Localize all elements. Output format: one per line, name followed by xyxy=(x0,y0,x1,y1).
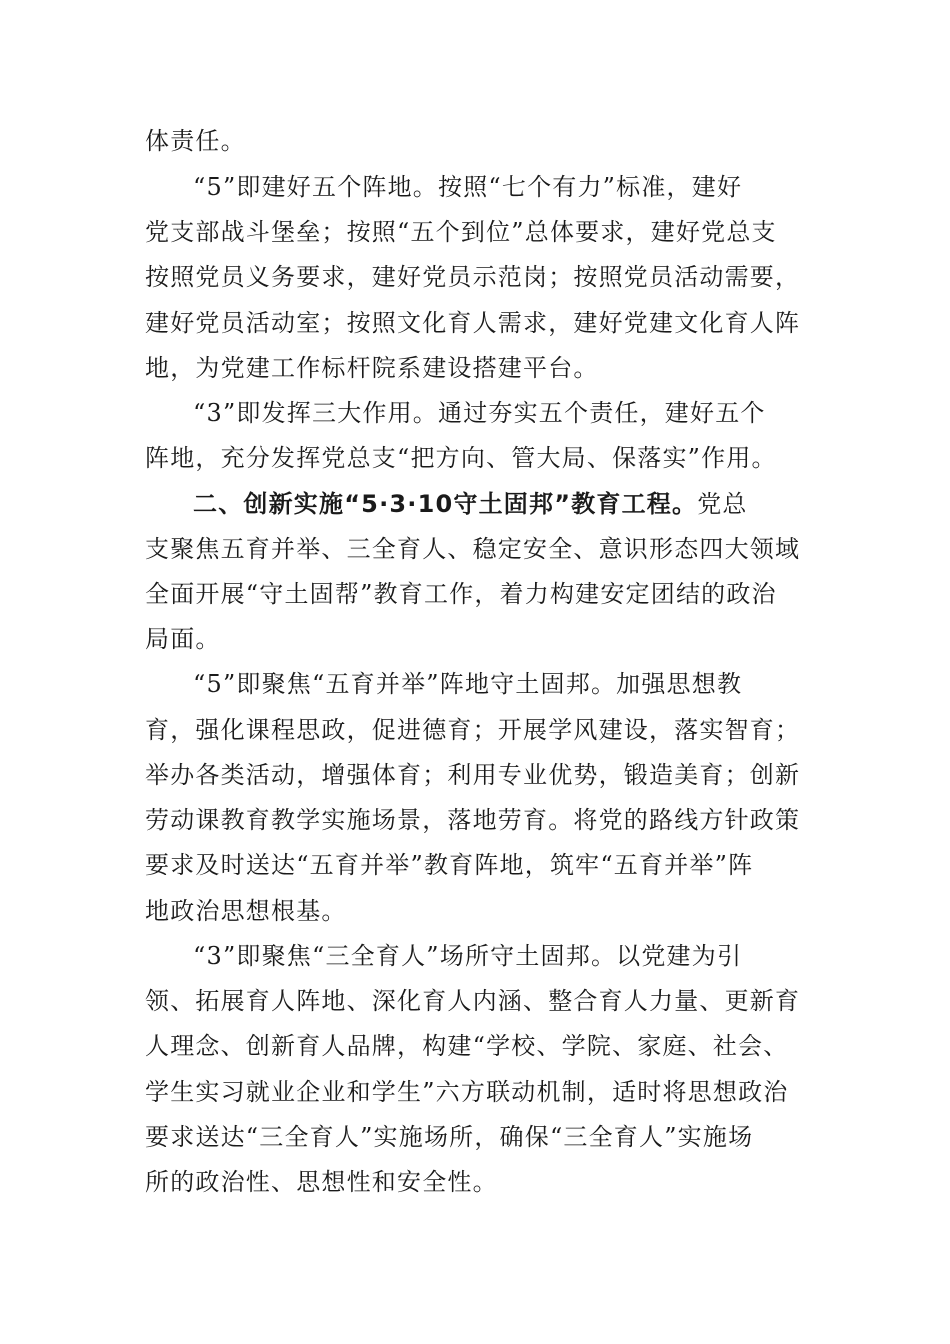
text-line: 要求送达“三全育人”实施场所，确保“三全育人”实施场 xyxy=(145,1123,754,1151)
text-line: 体责任。 xyxy=(145,127,246,155)
text-line: 举办各类活动，增强体育；利用专业优势，锻造美育；创新 xyxy=(145,761,801,789)
text-line: 全面开展“守土固帮”教育工作，着力构建安定团结的政治 xyxy=(145,580,777,608)
text-line: 地政治思想根基。 xyxy=(145,897,347,925)
text-line: 地，为党建工作标杆院系建设搭建平台。 xyxy=(145,354,599,382)
paragraph-start: “3”即聚焦“三全育人”场所守土固邦。以党建为引 xyxy=(193,942,743,970)
text-line: 学生实习就业企业和学生”六方联动机制，适时将思想政治 xyxy=(145,1078,789,1106)
text-line: 育，强化课程思政，促进德育；开展学风建设，落实智育； xyxy=(145,716,801,744)
section-heading: 二、创新实施“5·3·10守土固邦”教育工程。 xyxy=(193,490,698,518)
text-line: 领、拓展育人阵地、深化育人内涵、整合育人力量、更新育 xyxy=(145,987,801,1015)
text-line: 所的政治性、思想性和安全性。 xyxy=(145,1168,498,1196)
text-line: 人理念、创新育人品牌，构建“学校、学院、家庭、社会、 xyxy=(145,1032,789,1060)
paragraph-start: “5”即建好五个阵地。按照“七个有力”标准，建好 xyxy=(193,173,743,201)
text-line: 建好党员活动室；按照文化育人需求，建好党建文化育人阵 xyxy=(145,309,801,337)
paragraph-start: “5”即聚焦“五育并举”阵地守土固邦。加强思想教 xyxy=(193,670,743,698)
text-line: 要求及时送达“五育并举”教育阵地，筑牢“五育并举”阵 xyxy=(145,851,754,879)
paragraph-start: “3”即发挥三大作用。通过夯实五个责任，建好五个 xyxy=(193,399,766,427)
text-line: 支聚焦五育并举、三全育人、稳定安全、意识形态四大领域 xyxy=(145,535,801,563)
text-line: 局面。 xyxy=(145,625,221,653)
text-line: 党支部战斗堡垒；按照“五个到位”总体要求，建好党总支 xyxy=(145,218,777,246)
section-heading-line xyxy=(193,489,748,519)
text-line: 劳动课教育教学实施场景，落地劳育。将党的路线方针政策 xyxy=(145,806,801,834)
text-line: 按照党员义务要求，建好党员示范岗；按照党员活动需要， xyxy=(145,263,801,291)
text-line: 阵地，充分发挥党总支“把方向、管大局、保落实”作用。 xyxy=(145,444,777,472)
heading-continuation: 党总 xyxy=(697,490,748,518)
